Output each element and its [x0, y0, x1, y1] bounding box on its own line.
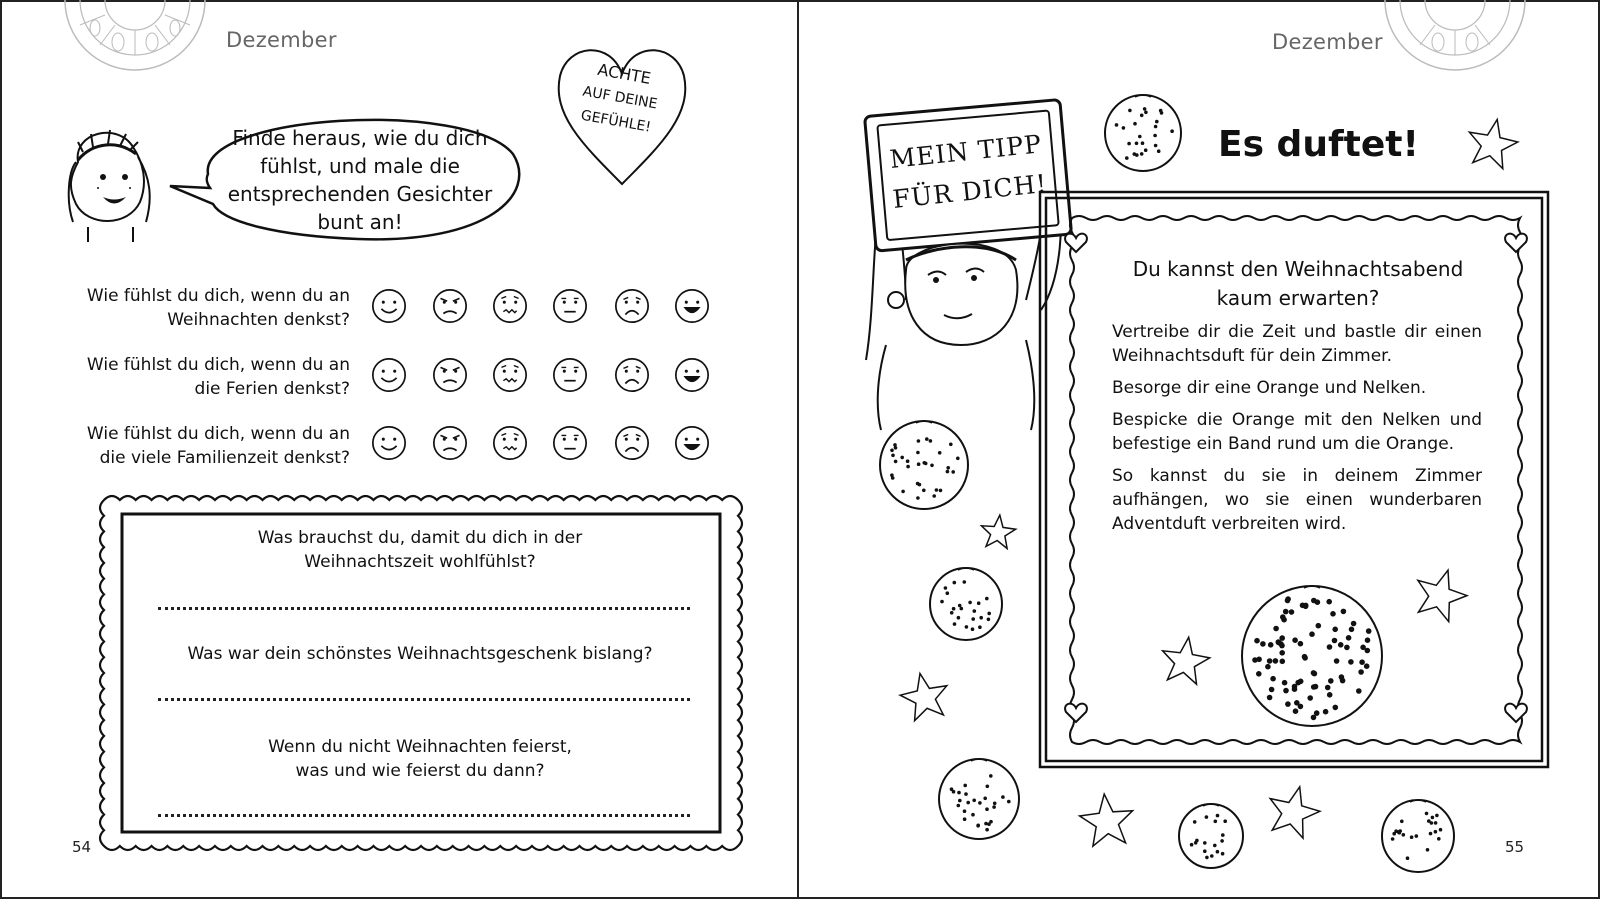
- box-question-2-line1: Was war dein schönstes Weihnachtsgeschenk bislang?: [187, 644, 653, 664]
- star-icon: [1463, 116, 1521, 174]
- smile-face-icon[interactable]: [370, 356, 408, 394]
- orange-icon: [1175, 800, 1247, 872]
- question-2-line2: die Ferien denkst?: [194, 379, 350, 399]
- girl-avatar-icon: [58, 122, 158, 242]
- star-icon: [977, 512, 1019, 554]
- orange-icon: [926, 564, 1006, 644]
- heart-line-1: ACHTE: [596, 59, 653, 88]
- tip-sign: [884, 124, 1051, 220]
- tip-subtitle-line1: Du kannst den Weihnachtsabend: [1132, 257, 1464, 281]
- smile-face-icon[interactable]: [370, 287, 408, 325]
- rosette-icon: [1380, 0, 1530, 90]
- question-2: [50, 353, 350, 401]
- laughing-face-icon[interactable]: [673, 287, 711, 325]
- page-number-right: 55: [1505, 838, 1525, 856]
- orange-icon: [935, 755, 1023, 843]
- smile-face-icon[interactable]: [370, 424, 408, 462]
- orange-icon: [1101, 91, 1185, 175]
- laughing-face-icon[interactable]: [673, 356, 711, 394]
- star-icon: [1076, 791, 1138, 853]
- page-number-left: 54: [72, 838, 92, 856]
- question-3-line1: Wie fühlst du dich, wenn du an: [86, 424, 350, 444]
- answer-line-3[interactable]: [158, 814, 690, 817]
- page-title: Es duftet!: [1218, 124, 1419, 165]
- question-2-line1: Wie fühlst du dich, wenn du an: [86, 355, 350, 375]
- box-question-1-line1: Was brauchst du, damit du dich in der: [257, 528, 583, 548]
- angry-face-icon[interactable]: [431, 424, 469, 462]
- worried-face-icon[interactable]: [491, 356, 529, 394]
- month-header: Dezember: [226, 28, 337, 52]
- box-question-3: [150, 735, 690, 783]
- star-icon: [1157, 634, 1213, 690]
- tip-subtitle: [1098, 255, 1498, 313]
- question-1: [50, 284, 350, 332]
- star-icon: [1410, 566, 1470, 626]
- speech-bubble-text: Finde heraus, wie du dich fühlst, und male die entsprechenden Gesichter bunt an!: [227, 126, 493, 234]
- neutral-face-icon[interactable]: [551, 287, 589, 325]
- heart-line-3: GEFÜHLE!: [579, 107, 653, 136]
- sad-face-icon[interactable]: [613, 356, 651, 394]
- question-3-line2: die viele Familienzeit denkst?: [99, 448, 350, 468]
- question-3: [50, 422, 350, 470]
- tip-subtitle-line2: kaum erwarten?: [1216, 286, 1380, 310]
- heart-line-2: AUF DEINE: [581, 83, 659, 113]
- angry-face-icon[interactable]: [431, 356, 469, 394]
- laughing-face-icon[interactable]: [673, 424, 711, 462]
- tip-paragraph-2: Besorge dir eine Orange und Nelken.: [1112, 378, 1427, 398]
- worried-face-icon[interactable]: [491, 424, 529, 462]
- book-spine: [797, 0, 799, 899]
- neutral-face-icon[interactable]: [551, 356, 589, 394]
- box-question-3-line2: was und wie feierst du dann?: [295, 761, 545, 781]
- orange-icon: [876, 417, 972, 513]
- box-question-2: [150, 642, 690, 666]
- star-icon: [897, 670, 953, 726]
- answer-line-2[interactable]: [158, 698, 690, 701]
- worried-face-icon[interactable]: [491, 287, 529, 325]
- tip-paragraph-3: Bespicke die Orange mit den Nelken und befestige ein Band rund um die Orange.: [1112, 410, 1482, 454]
- orange-icon: [1378, 796, 1458, 876]
- neutral-face-icon[interactable]: [551, 424, 589, 462]
- rosette-icon: [60, 0, 210, 90]
- box-question-3-line1: Wenn du nicht Weihnachten feierst,: [268, 737, 572, 757]
- month-header: Dezember: [1272, 30, 1383, 54]
- angry-face-icon[interactable]: [431, 287, 469, 325]
- tip-paragraph-1: Vertreibe dir die Zeit und bastle dir einen Weihnachtsduft für dein Zimmer.: [1112, 322, 1482, 366]
- tip-sign-line2: FÜR DICH!: [891, 168, 1049, 214]
- tip-sign-line1: MEIN TIPP: [888, 129, 1044, 175]
- tip-body: [1112, 320, 1482, 544]
- tip-paragraph-4: So kannst du sie in deinem Zimmer aufhängen, wo sie einen wunderbaren Adventduft verbreiten wird.: [1112, 466, 1482, 534]
- star-icon: [1263, 783, 1323, 843]
- question-1-line2: Weihnachten denkst?: [167, 310, 350, 330]
- box-question-1-line2: Weihnachtszeit wohlfühlst?: [304, 552, 536, 572]
- orange-icon: [1238, 582, 1386, 730]
- question-1-line1: Wie fühlst du dich, wenn du an: [86, 286, 350, 306]
- sad-face-icon[interactable]: [613, 287, 651, 325]
- box-question-1: [150, 526, 690, 574]
- sad-face-icon[interactable]: [613, 424, 651, 462]
- answer-line-1[interactable]: [158, 607, 690, 610]
